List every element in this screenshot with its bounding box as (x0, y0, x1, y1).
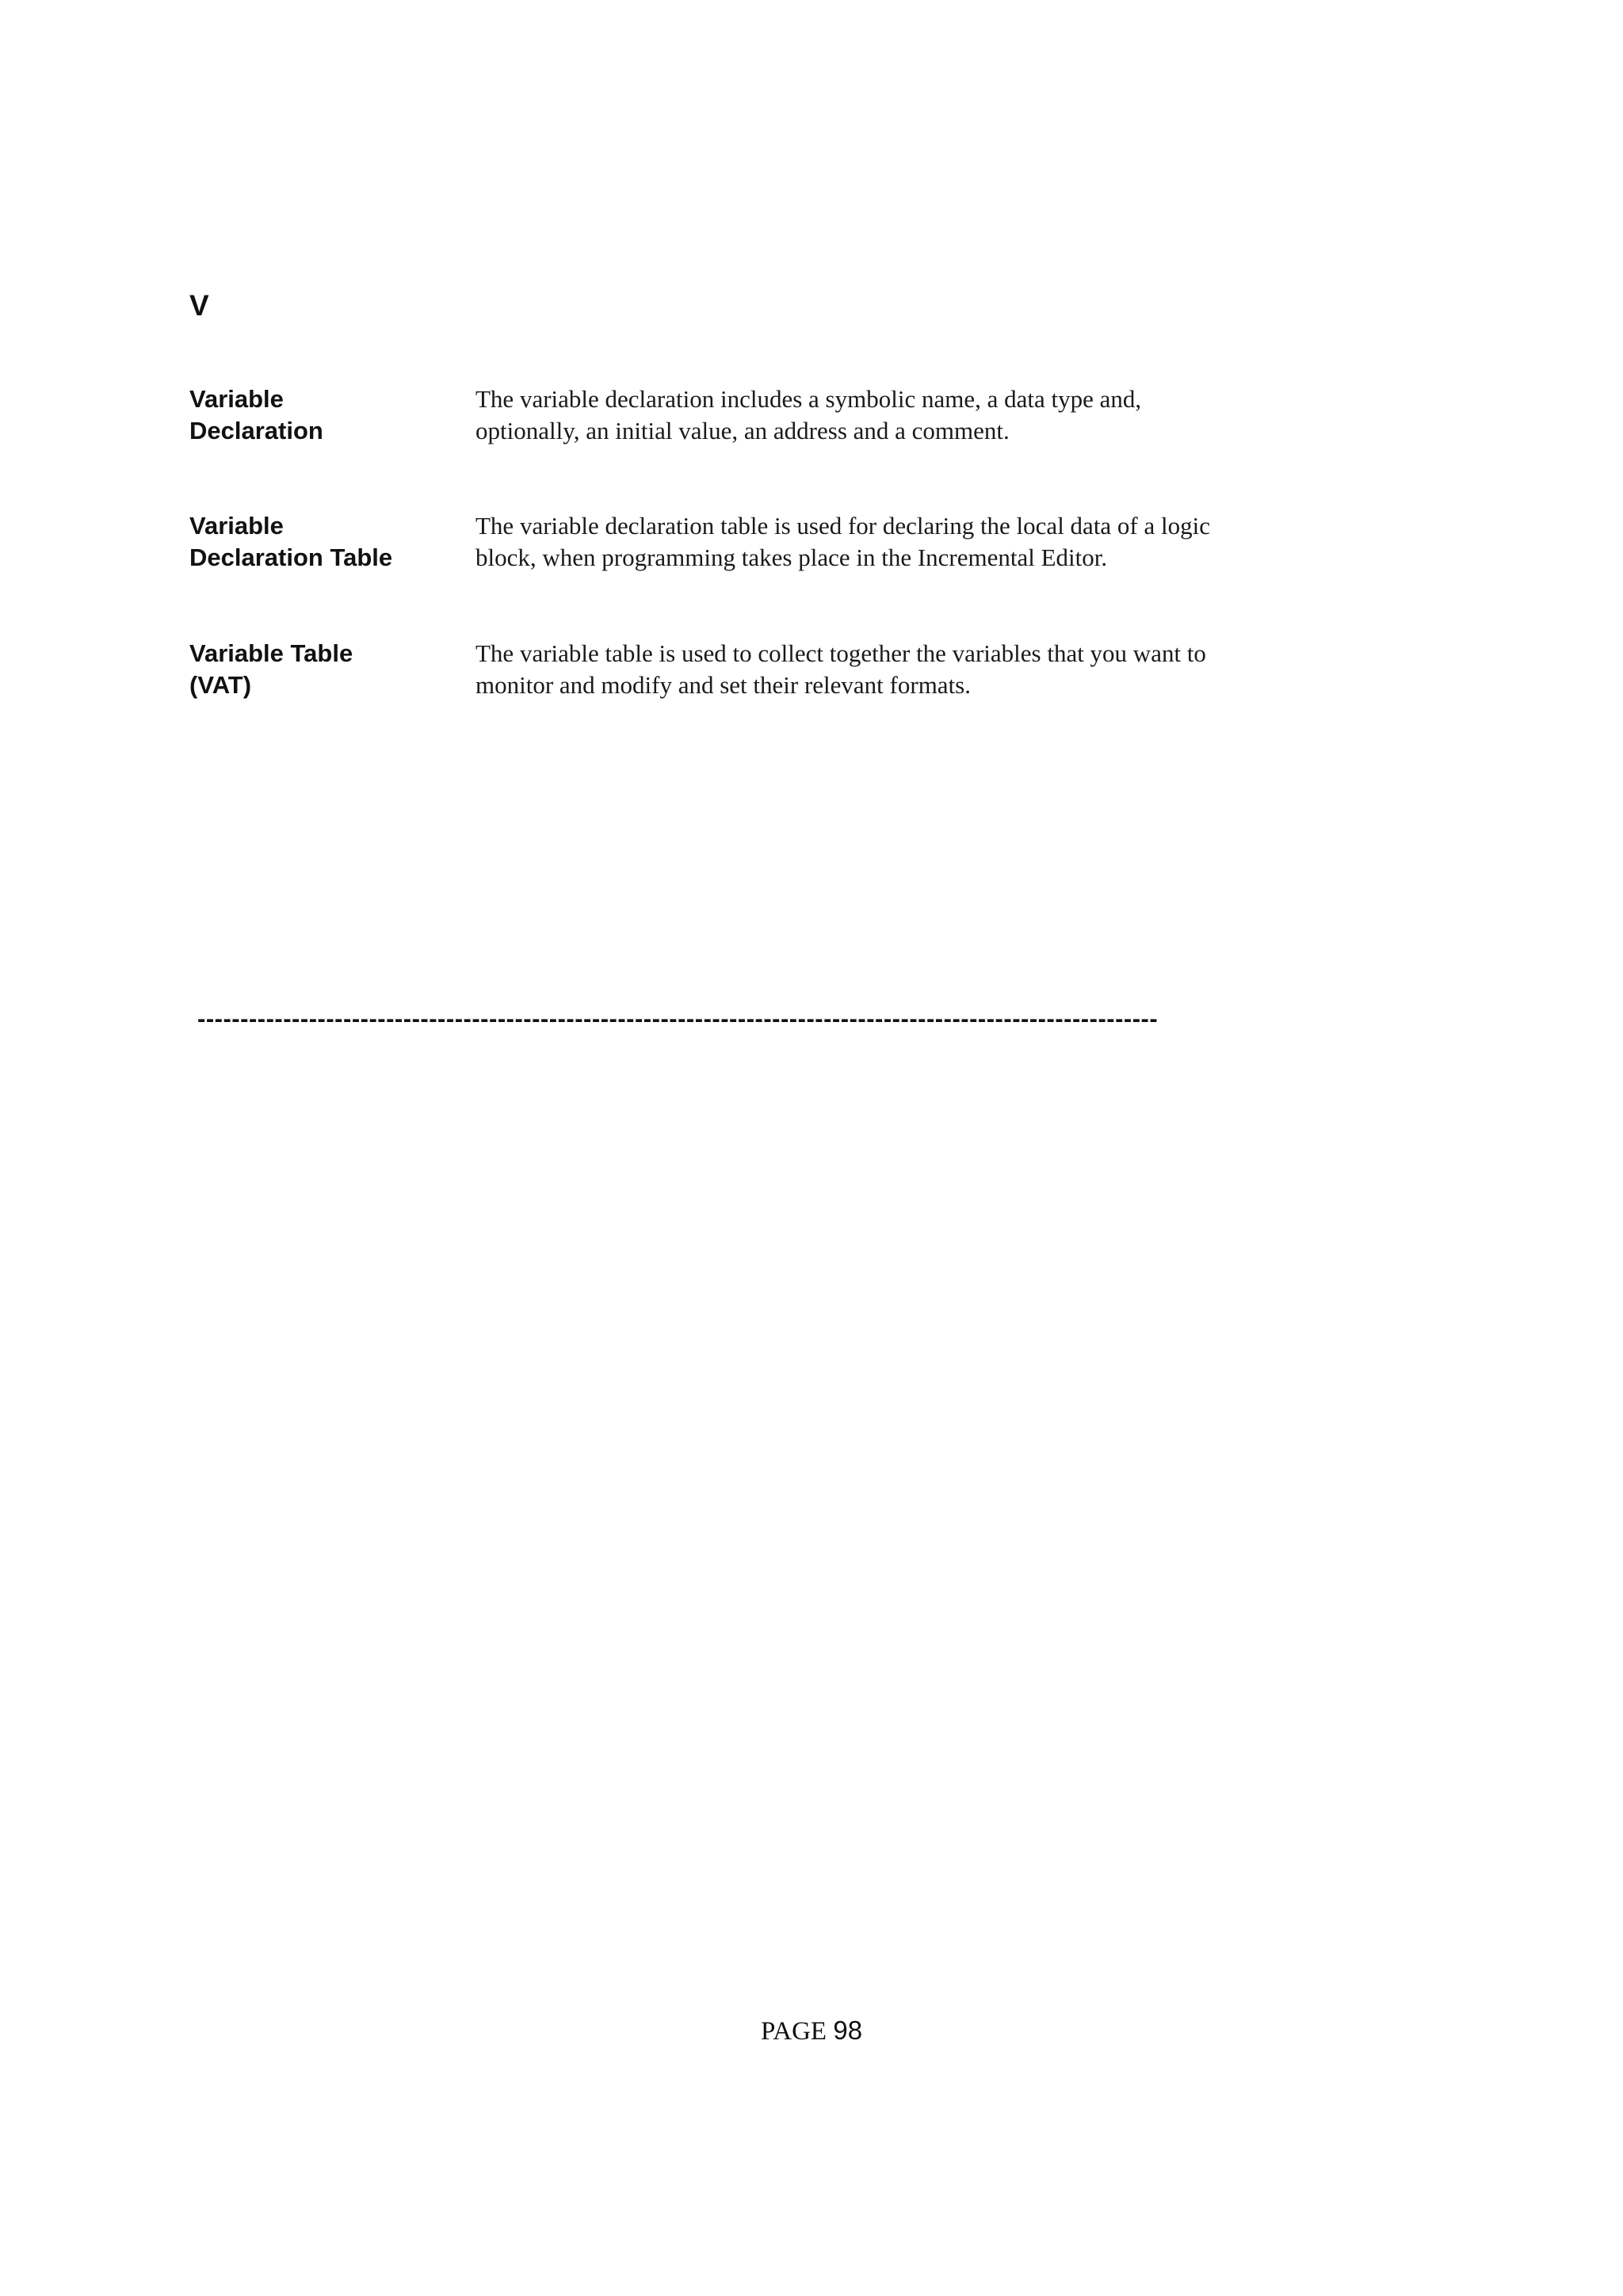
page-label: PAGE (760, 2017, 827, 2046)
term-line: Declaration Table (189, 543, 393, 571)
section-letter-heading: V (189, 289, 209, 322)
glossary-term (189, 510, 475, 574)
term-line: Variable (189, 512, 284, 540)
page-number: 98 (833, 2016, 863, 2045)
dashed-divider: ---------------------------------------------------------------------------------------------------------------- (197, 1005, 1159, 1032)
term-line: (VAT) (189, 671, 252, 699)
glossary-entry (189, 510, 1537, 574)
definition-line: optionally, an initial value, an address and a comment. (475, 417, 1010, 444)
term-line: Variable Table (189, 639, 353, 667)
definition-line: block, when programming takes place in the Incremental Editor. (475, 543, 1108, 571)
definition-line: The variable declaration includes a symbolic name, a data type and, (475, 385, 1142, 413)
definition-line: The variable table is used to collect together the variables that you want to (475, 639, 1206, 667)
definition-line: The variable declaration table is used for declaring the local data of a logic (475, 512, 1211, 540)
glossary-definition (475, 383, 1537, 447)
glossary-definition (475, 638, 1537, 701)
glossary-entry (189, 638, 1537, 701)
glossary-definition (475, 510, 1537, 574)
definition-line: monitor and modify and set their relevant formats. (475, 671, 971, 699)
term-line: Declaration (189, 417, 323, 444)
glossary-entry (189, 383, 1537, 447)
page-footer (0, 2015, 1623, 2047)
term-line: Variable (189, 385, 284, 413)
glossary-term (189, 638, 475, 701)
glossary-term (189, 383, 475, 447)
